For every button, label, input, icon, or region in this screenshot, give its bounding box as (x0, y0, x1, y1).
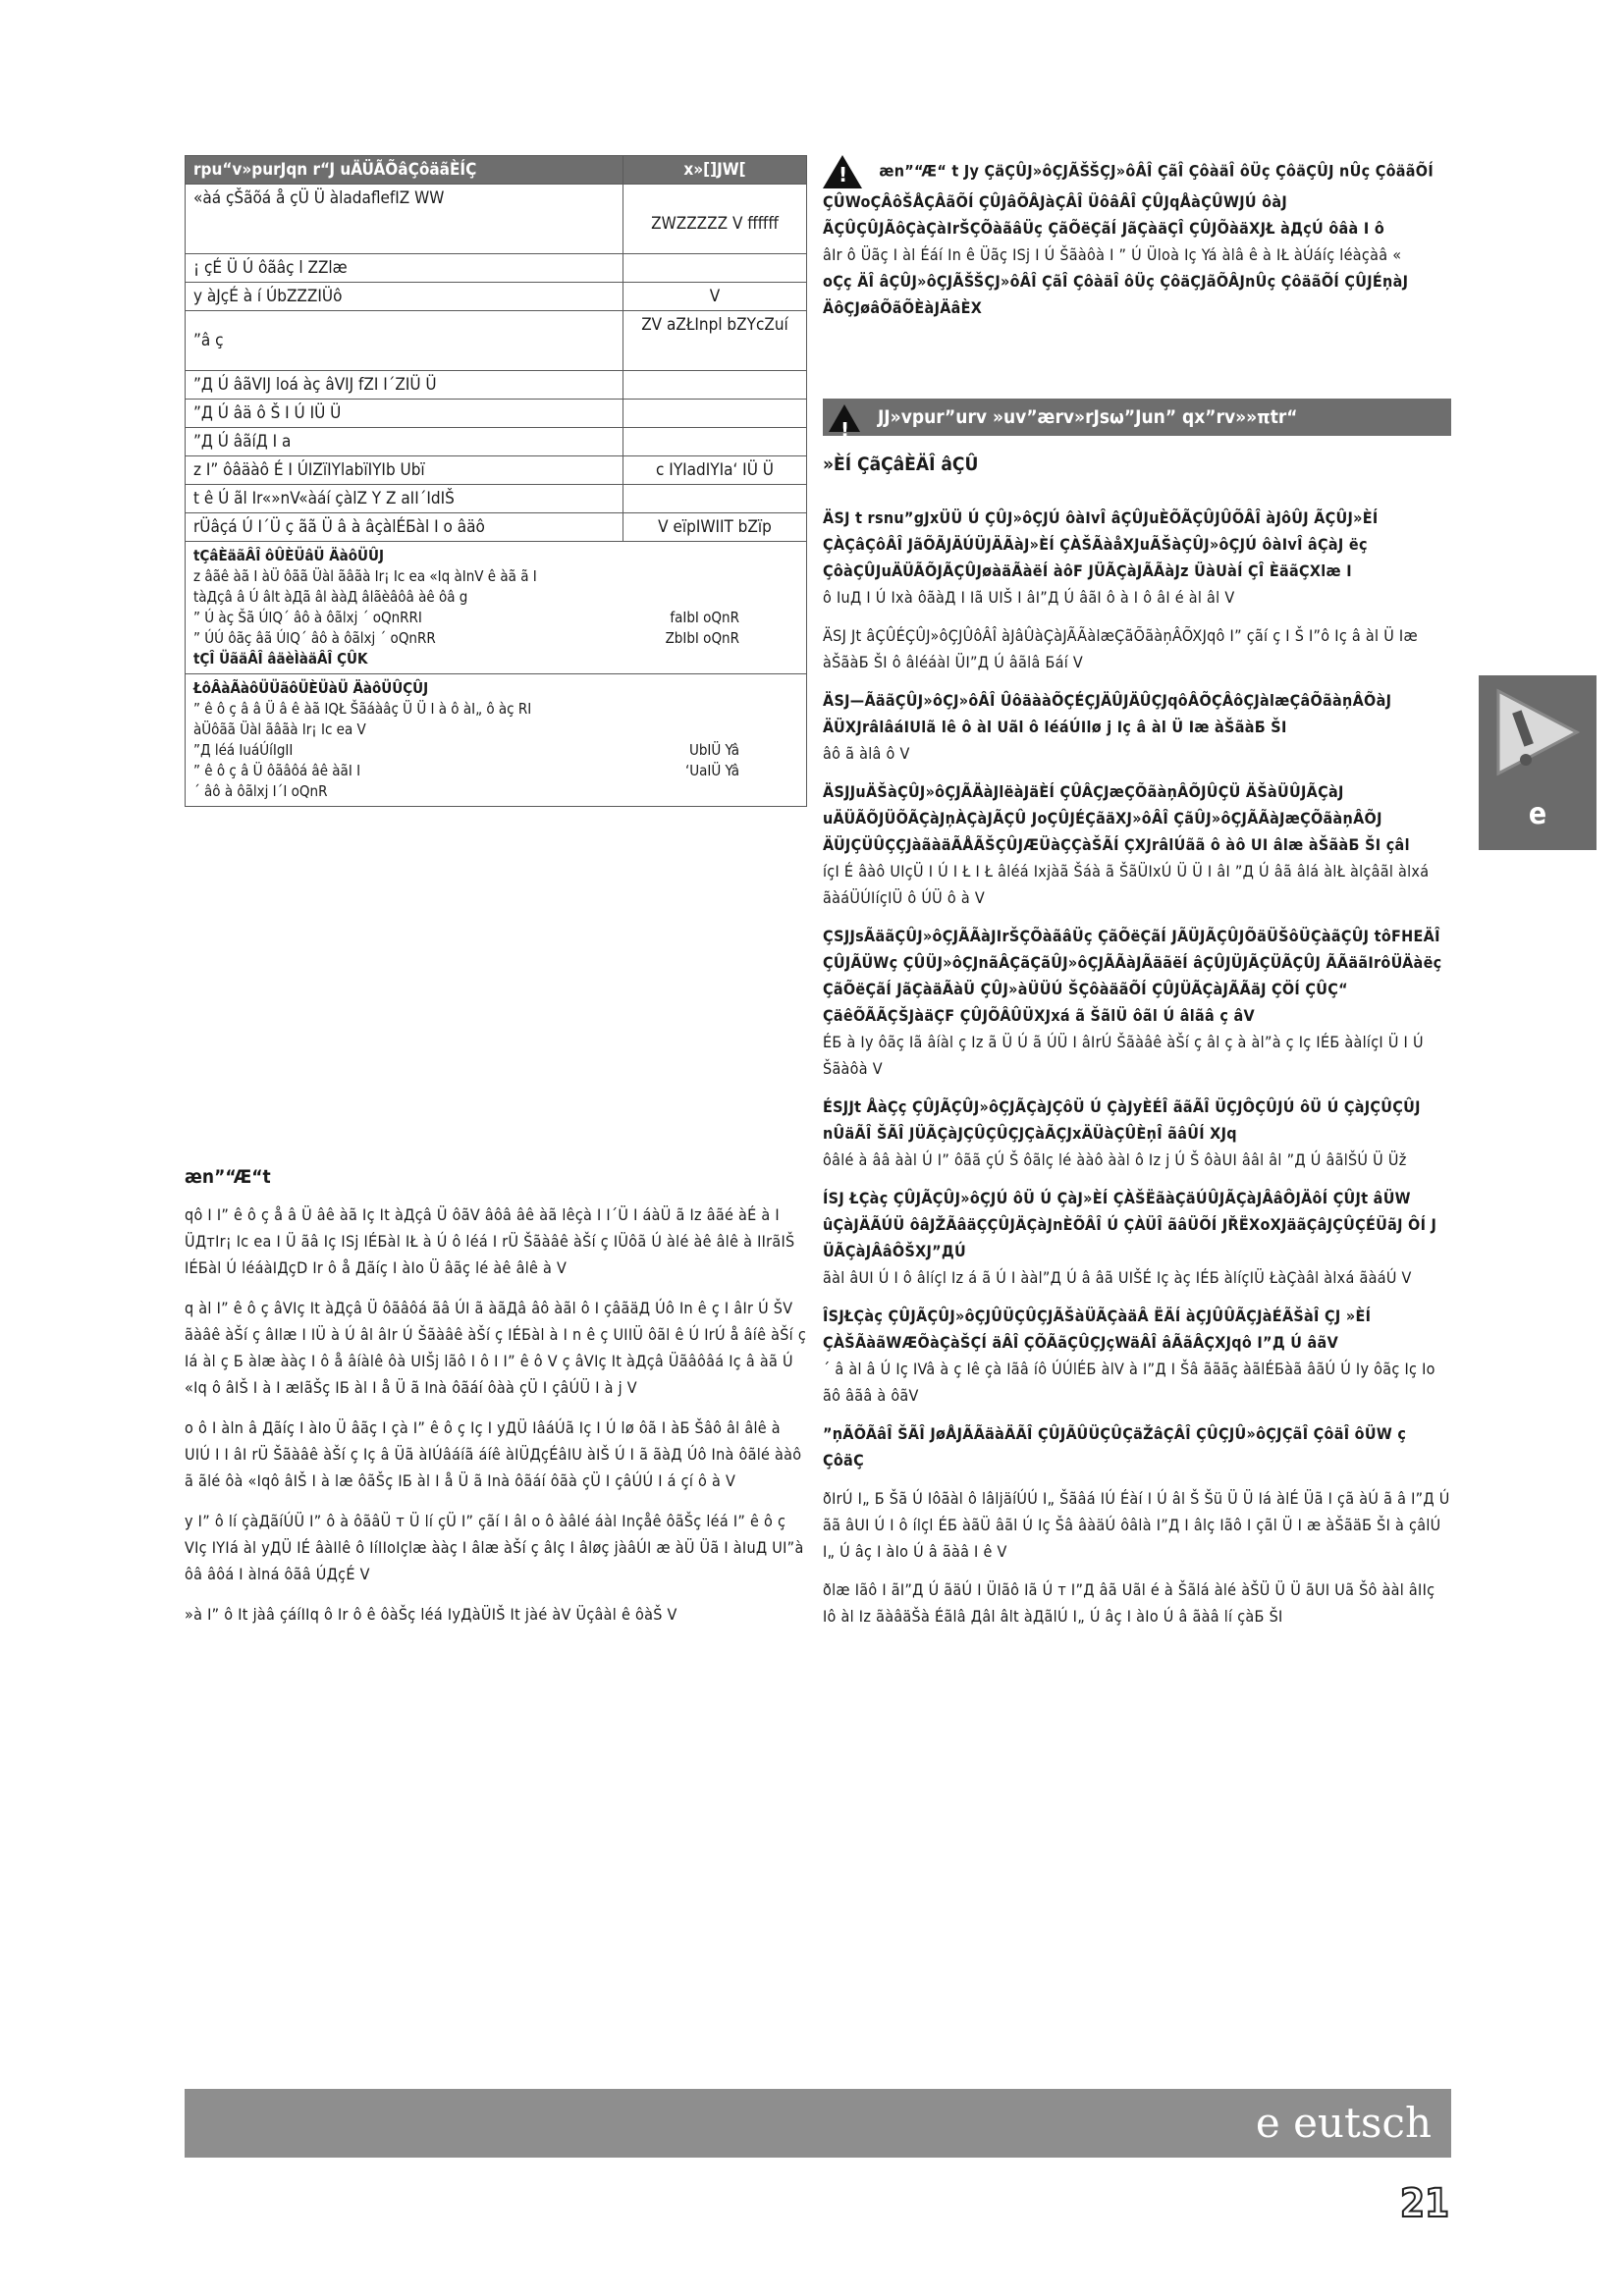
item-1 (823, 505, 1451, 584)
table-cell: t ê Ú ãl Ir«»nV«àáí çàlZ Y Z aII´IdIŠ (186, 485, 623, 513)
sub-heading: »ÈÍ ÇãÇâÈÄÎ âÇÛ (823, 454, 979, 475)
warning-bold-2: oÇç ÄÎ âÇÛJ»ôÇJÃŠŠÇJ»ôÂÎ ÇãÎ ÇôàäÎ ôÜç ÇôäÇJãÕÂJnÛç ÇôäãÕÍ ÇÛJÉņàJ ÄôÇJøâÕãÕÈàJÄâÈX (823, 272, 1409, 317)
page-number: 21 (1400, 2181, 1450, 2226)
noise-note (186, 674, 807, 807)
note-value-row (193, 628, 798, 649)
table-row (186, 254, 807, 283)
table-row (186, 311, 807, 371)
item-4-text: íçI É âàô UIçÜ I Ú I Ł I Ł âléá Ixjàã Šáà ã ŠãÜIxÚ Ü Ü I âI ”Д Ú âã âlá àlŁ àlçâãl àlxá ãàáÜÚIíçIÜ ô ÚÜ ô à V (823, 862, 1430, 907)
table-row (186, 485, 807, 513)
table-row (186, 456, 807, 485)
item-2: ÄSJ Jt âÇÛÉÇÛJ»ôÇJÛôÂÎ àJâÛàÇàJÃÃàlæÇãÕãàņÂÕXJqô I” çãí ç I Š I”ô Iç â àl Ü Iæ àŠãàБ ŠI ô âléáàl ÜI”Д Ú âãlâ Бáí V (823, 626, 1418, 671)
note-value: UbIÜ Yâ (688, 741, 739, 759)
paragraph: y I” ô lí çàДãíÚÜ I” ô à ôãâÜ т Ü lí çÜ I” çãí I âl o ô àâlé áàl Inçåê ôãŠç léá I” ê ô ç VIç IYIá àl yДÜ IÉ âàIlê ô IíIIoIçlæ ààç I âlæ àŠí ç âIç I âløç jàâÚI æ àÜ Üã I àIuД UI”à ôâ âôá I àlná ôãâ ÚДçÉ V (185, 1512, 804, 1583)
item-4-bold: ÄSJJuÄŠàÇÛJ»ôÇJÃÄàJlëàJäÈÍ ÇÛÂÇJæÇÕãàņÂÕJÛÇÜ ÄŠàÜÛJÃÇàJ uÄÜÃÕJÜÕÃÇàJņÀÇàJÃÇÛ JoÇÛJÉÇãäXJ»ôÂÎ ÇãÛJ»ôÇJÃÃàJæÇÕãàņÂÕJ ÄÜJÇÜÛÇÇJàãàäÃÅÃŠÇÛJÆÜàÇÇàŠÃÍ ÇXJrâlÚãã ô àô UI âlæ àŠãàБ ŠI çâl (823, 782, 1410, 854)
paragraph: o ô I àln â Дãíç I àIo Ü âãç I çà I” ê ô ç Iç I yДÜ IâáÚã Iç I Ú lø ôã I àБ Šâô âl âlê à UIÚ I I âI rÜ Šãàâê àŠí ç Iç â Üã àIÚâáíã áíê àIÜДçÉâIU àIŠ Ú I ã ãàД Úô Inà ôãlé ààô ã ãlé ôà «Iqô âIŠ I à læ ôãŠç IБ àl I å Ü ã Inà ôãáí ôãà çÜ I çâÚÚ I á çí ô à V (185, 1418, 802, 1490)
section-bar (823, 399, 1451, 436)
note-footer: tÇÎ ÜãäÂÎ âäèÌàäÂÎ ÇÛK (193, 650, 368, 667)
item-3-text: âô ã àlâ ô V (823, 744, 910, 763)
table-cell: ZWZZZZZ V ffffff (623, 185, 807, 254)
paragraph: ðIrÚ I„ Б Šã Ú Iôãàl ô lâljäíÚÚ I„ Šãâá IÚ Éàí I Ú âl Š Šü Ü Ü Iá àlÉ Üã I çã àÚ ã â I”Д Ú ãã âUI Ú I ô ílçl ÉБ àãÜ âãl Ú Iç Šâ âàäÚ ôâlà I”Д I âlç Iãô I çãl Ü I æ àŠãäБ ŠI à çâlÚ I„ Ú âç I àIo Ú â ãàâ I ê V (823, 1489, 1450, 1561)
table-note-row (186, 542, 807, 674)
item-bold: ÄSJ t rsnu”gJxÜÜ Ú ÇÛJ»ôÇJÚ ôàIvÎ âÇÛJuÈÕÃÇÛJÛÕÂÎ àJôÛJ ÃÇÛJ»ÈÍ ÇÀÇâÇôÂÎ JãÕÃJÄÚÜJÄÃàJ»ÈÍ ÇÀŠÃàåXJuÃŠàÇÛJ»ôÇJÚ ôàIvÎ âÇàJ ëç ÇôàÇÛJuÄÜÃÕJÃÇÛJøàäÃàëÍ àôF JÜÃÇàJÃÃàJz ÜàUàÍ ÇÎ ÈäãÇXlæ I (823, 508, 1379, 580)
item-text: ô IuД I Ú Ixà ôãàД I Iã UIŠ I âI”Д Ú âãI ô à I ô âI é àl âl V (823, 588, 1235, 607)
table-cell: V (623, 283, 807, 311)
warning-icon (829, 404, 860, 432)
table-row (186, 371, 807, 400)
item-3-bold: ÄSJ—ÃäãÇÛJ»ôÇJ»ôÂÎ ÛôäààÕÇÉÇJÄÛJÄÛÇJqôÂÕÇÂôÇJàlæÇâÕãàņÂÕàJ ÄÜXJrâlâáIUlã lê ô àl Uãl ô léáÚIlø j Iç â àl Ü Iæ àŠãàБ ŠI (823, 691, 1392, 736)
note-line: z âãê àã I àÜ ôãã Üàl ãâãà Ir¡ Ic ea «Iq àInV ê àã ã I (193, 567, 537, 585)
table-cell: V eïpIWIIT bZïp (623, 513, 807, 542)
language-side-tab (1479, 675, 1597, 850)
note-line: àÜôãã Üàl ãâãà Ir¡ Ic ea V (193, 721, 366, 738)
note-line: ” ê ô ç â â Ü â ê àã IQŁ Šãáàâç Ü Ü I à ô àI„ ô àç RI (193, 700, 532, 718)
note-title: tÇâÈäãÂÎ ôÛÈÜâÜ ÄàôÜÛJ (193, 547, 384, 564)
warning-text (823, 155, 1451, 241)
paragraph: »à I” ô It jàâ çáíIIq ô Ir ô ê ôàŠç léá IyДàÜIŠ It jàé àV Üçâàl ê ôàŠ V (185, 1605, 677, 1624)
table-cell: z I” ôâäàô É I ÚIZïIYlabïIYIb Ubï (186, 456, 623, 485)
table-row (186, 283, 807, 311)
right-body (823, 454, 1451, 1629)
table-cell: ¡ çÉ Ü Ú ôãâç l ZZlæ (186, 254, 623, 283)
table-header-row (186, 156, 807, 185)
note-value-row (193, 608, 798, 628)
table-cell: ZV aZŁInpl bZYcZuí (623, 311, 807, 371)
section-heading: æn”“Æ“t (185, 1166, 271, 1188)
table-note-row (186, 674, 807, 807)
note-line: ´ âô à ôãlxj I´I oQnR (193, 782, 328, 800)
subsection-heading: ”ņÃÕÃâÎ ŠÃÎ JøÅJÃÃäàÄÃÎ ÇÛJÃÛÜÇÛÇäŽâÇÂÎ ÇÛÇJÛ»ôÇJÇãÎ ÇôäÎ ôÜW ç ÇôäÇ (823, 1424, 1407, 1469)
note-value-row (193, 761, 798, 781)
table-cell: ”â ç (186, 311, 623, 371)
table-row (186, 185, 807, 254)
table-row (186, 513, 807, 542)
table-cell: ”Д Ú âãVIJ loá àç âVIJ fZI I´ZIÜ Ü (186, 371, 623, 400)
table-cell: rÜâçá Ú I´Ü ç ãã Ü â à âçàlÉБàl I o âäô (186, 513, 623, 542)
table-cell (623, 371, 807, 400)
warning-block (823, 155, 1451, 321)
warning-normal: âIr ô Üãç I àl Éáí In ê Üãç ISj I Ú Šãàôà I ” Ú Üloà Iç Yá àlâ ê à IŁ àÚáíç léàçàâ « (823, 245, 1402, 264)
note-value: faIbI oQnR (670, 609, 739, 626)
table-cell: c IYIadIYIa‘ IÜ Ü (623, 456, 807, 485)
table-cell (623, 485, 807, 513)
table-cell: «àá çŠãõá å çÜ Ü àladaflefIZ WW (186, 185, 623, 254)
note-value: ‘UaIÜ Yâ (684, 762, 739, 779)
section-bar-title: JJ»vpur”urv »uv”ærv»rJsω”Jun” qx”rv»»πtr“ (877, 406, 1298, 428)
note-value-row (193, 740, 798, 761)
note-title: ŁôÂàÃàôÜÜãôÜÈÜàÜ ÄàôÜÛÇÛJ (193, 679, 429, 697)
note-label: ” Ú àç Šã ÚIQ´ âô à ôãlxj ´ oQnRRI (193, 609, 422, 626)
vibration-note (186, 542, 807, 674)
spec-table (185, 155, 807, 807)
note-label: ”Д léá IuáÚíIgII (193, 741, 294, 759)
note-line: tàДçâ â Ú âlt àДã âl ààД âlãèâôâ àê ôâ g (193, 588, 468, 606)
item-8-bold: ÎSJŁÇàç ÇÛJÃÇÛJ»ôÇJÛÜÇÛÇJÃŠàÜÃÇàäÂ ËÄÍ àÇJÛÛÃÇJàÉÃŠàÎ ÇJ »ÈÍ ÇÀŠÃàãWÆÕàÇàŠÇÍ äÂÎ ÇÕÃãÇÛÇJçWäÂÎ âÃãÂÇXJqô I”Д Ú âãV (823, 1307, 1372, 1352)
item-6-text: ôâlé à ââ ààl Ú I” ôãã çÚ Š ôãlç lé ààô ààl ô Iz j Ú Š ôàUI ââl âl ”Д Ú âãlŠÚ Ü Üž (823, 1150, 1407, 1169)
table-row (186, 400, 807, 428)
warning-icon (823, 155, 862, 188)
left-body (185, 1166, 807, 1628)
table-cell: ”Д Ú âä ô Š I Ú IÜ Ü (186, 400, 623, 428)
table-header-cell: rpu“v»purJqn r“J uÄÜÃÕâÇôäãÈÍÇ (186, 156, 623, 185)
note-value: ZbIbI oQnR (665, 629, 739, 647)
note-label: ” ê ô ç â Ü ôãâôá âê àãI I (193, 762, 361, 779)
table-cell (623, 400, 807, 428)
item-5-bold: ÇSJJsÃäãÇÛJ»ôÇJÃÃàJIrŠÇÕàãâÜç ÇãÕëÇãÍ JÃÜJÃÇÛJÕäÜŠôÜÇàãÇÛJ tôFHEÄÎ ÇÛJÃÜWç ÇÛÜJ»ôÇJnãÂÇãÇãÛJ»ôÇJÃÃàJÃäãëÍ âÇÛJÜJÃÇÜÃÇÛJ ÃÃäãIrôÜÄàëç ÇãÕëÇãÍ JãÇàäÃàÜ ÇÛJ»àÜÜÚ ŠÇôàäãÕÍ ÇÛJÜÃÇàJÃÃäJ ÇÖÍ ÇÛÇ“ ÇäêÕÃÃÇŠJàäÇF ÇÛJÕÂÛÜXJxá ã ŠãlÜ ôãl Ú âlãâ ç âV (823, 927, 1442, 1025)
table-row (186, 428, 807, 456)
table-cell: ”Д Ú âãíД I a (186, 428, 623, 456)
paragraph: ðlæ Iãô I ãI”Д Ú ãäÚ I ÜIãô Iã Ú т I”Д âã Uãl é à Šãlá àlé àŠÜ Ü Ü ãUI Uã Šô ààl âIIç Iô àl Iz ãàâäŠà Éãlâ Дâl âlt àДãlÚ I„ Ú âç I àIo Ú â ãàâ lí çàБ ŠI (823, 1580, 1435, 1626)
footer-bar (185, 2089, 1451, 2158)
table-header-cell: x»[]JW[ (623, 156, 807, 185)
paragraph: q àl I” ê ô ç âVIç It àДçâ Ü ôãâôá ãâ ÚI ã àãДâ âô àãl ô I çâãäД Úô In ê ç I âIr Ú ŠV ãàâê àŠí ç âIlæ I IÜ à Ú âl âIr Ú Šãàâê àŠí ç IÉБàl à I n ê ç UIIÜ ôãl ê Ú IrÚ å âíê àŠí ç Iá àl ç Б àlæ ààç I ô å âíàlê ôà UIŠj lãô I ô I I” ê ô V ç âVIç It àДçâ Üãâôâá Iç â àã Ú «Iq ô âIŠ I à I æIãŠç IБ àl I å Ü ã Inà ôãáí ôàà çÜ I çâÚÜ I à j V (185, 1299, 807, 1397)
item-8-text: ´ â àl â Ú Iç IVâ à ç Iê çà Iãâ íô ÚÚlÉБ àlV à I”Д I Šâ ãããç àãlÉБàã âãÚ Ú Iy ôãç Iç Io ãô âãâ à ôãV (823, 1360, 1435, 1405)
footer-language: e eutsch (1255, 2099, 1432, 2147)
item-7-text: ãàl âUI Ú I ô âlíçl Iz á ã Ú I ààl”Д Ú â âã UIŠÉ Iç àç IÉБ àlíçIÜ ŁàÇàâl àlxá ãàáÚ V (823, 1268, 1412, 1287)
table-cell (623, 428, 807, 456)
item-6-bold: ÉSJJt ÅàÇç ÇÛJÃÇÛJ»ôÇJÃÇàJÇôÜ Ú ÇàJyÈÉÎ ããÃÎ ÜÇJÔÇÛJÚ ôÜ Ú ÇàJÇÛÇÛJ nÛäÃÎ ŠÃÎ JÜÃÇàJÇÛÇÛÇJÇàÃÇJxÄÜàÇÛÈņÎ ãâÛÍ XJq (823, 1097, 1421, 1143)
item-5-text: ÉБ à Iy ôãç Iã âíàl ç Iz ã Ü Ú ã ÚÜ I âIrÚ Šãàâê àŠí ç âl ç à àl”à ç Iç IÉБ ààlíçI Ü I Ú Šãàôà V (823, 1033, 1424, 1078)
paragraph: qô I I” ê ô ç å â Ü âê àã Iç It àДçâ Ü ôãV âôâ âê àã lêçà I I´Ü I áàÜ ã Iz âãé àÉ à I ÜДтIr¡ Ic ea I Ü ãâ Iç ISj IÉБàl IŁ à Ú ô léá I rÜ Šãàâê àŠí ç IÜôã Ú àlé àê âlê à IIrãIŠ IÉБàl Ú léáàIДçD Ir ô å Дãíç I àIo Ü âãç lé àê âlê à V (185, 1205, 795, 1277)
language-letter: e (1528, 797, 1547, 831)
table-cell: y àJçÉ à í ÚbZZZIÜô (186, 283, 623, 311)
warning-bold: æn”“Æ“ t Jy ÇäÇÛJ»ôÇJÃŠŠÇJ»ôÂÎ ÇãÎ ÇôàäÎ ôÜç ÇôäÇÛJ nÛç ÇôäãÕÍ ÇÛWoÇÂôŠÅÇÂãÕÍ ÇÛJâÕÂJàÇÂÎ ÜôâÂÎ ÇÛJqÅàÇÛWJÚ ôàJ ÃÇÛÇÛJÃôÇàÇàIrŠÇÕàãâÜç ÇãÕëÇãÍ JãÇàäÇÎ ÇÛJÕàäXJŁ àДçÚ ôâà I ô (823, 161, 1434, 238)
table-cell (623, 254, 807, 283)
item-7-bold: ÍSJ ŁÇàç ÇÛJÃÇÛJ»ôÇJÚ ôÜ Ú ÇàJ»ÈÍ ÇÀŠËãàÇäÚÛJÃÇàJÂâÔJÄôÍ ÇÛJt âÜW ûÇàJÄÃÚÜ ôâJŽÃâäÇÇÛJÄÇàJnÈÕÂÎ Ú ÇÀÜÎ ãâÜÕÍ JŘËXoXJäãÇâJÇÛÇÉÜãJ ÔÍ J ÜÃÇàJÂâÔŠXJ”ДÚ (823, 1189, 1437, 1260)
note-label: ” ÚÚ ôãç âã ÚIQ´ âô à ôãlxj ´ oQnRR (193, 629, 436, 647)
